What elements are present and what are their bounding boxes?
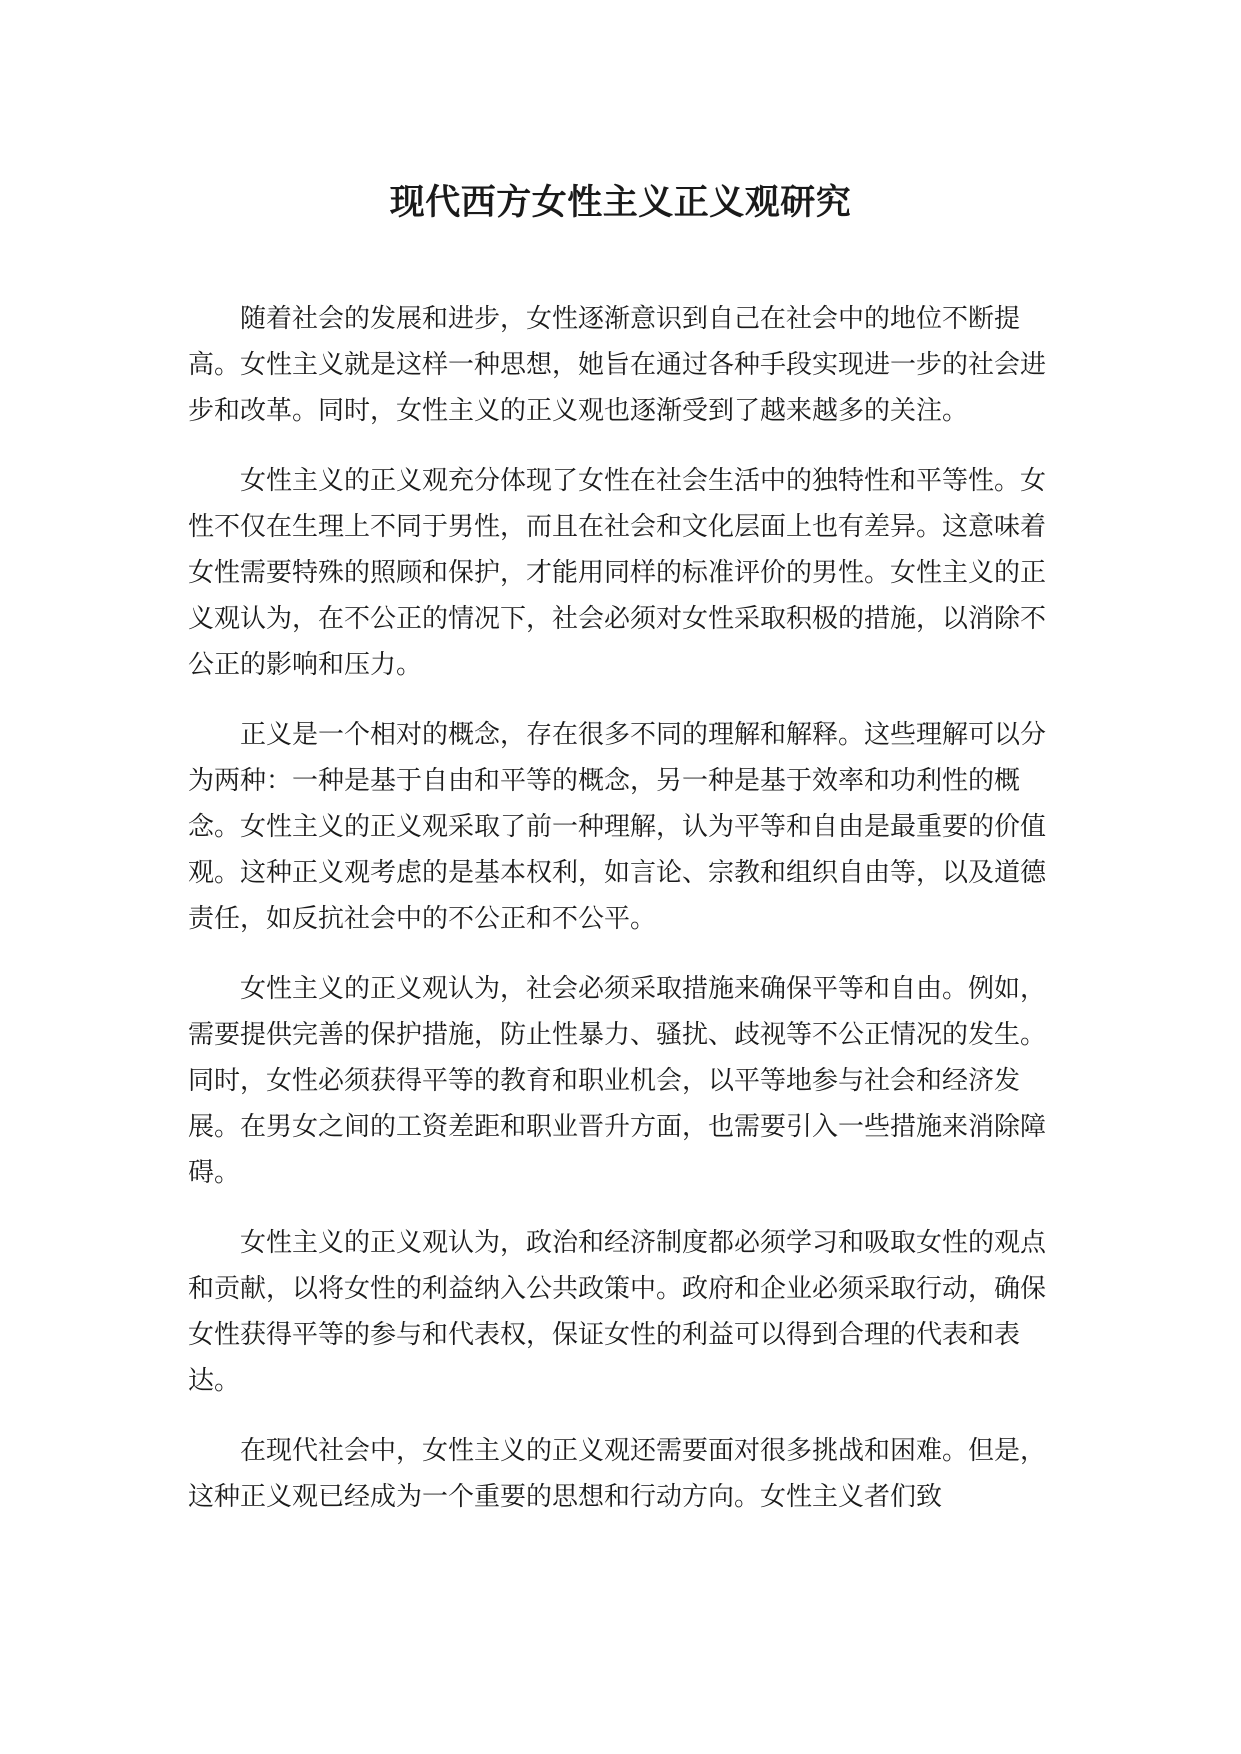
paragraph: 随着社会的发展和进步，女性逐渐意识到自己在社会中的地位不断提高。女性主义就是这样一种思想，她旨在通过各种手段实现进一步的社会进步和改革。同时，女性主义的正义观也逐渐受到了越来越多的关注。	[188, 304, 1047, 426]
paragraph: 女性主义的正义观认为，社会必须采取措施来确保平等和自由。例如，需要提供完善的保护措施，防止性暴力、骚扰、歧视等不公正情况的发生。同时，女性必须获得平等的教育和职业机会，以平等地参与社会和经济发展。在男女之间的工资差距和职业晋升方面，也需要引入一些措施来消除障碍。	[188, 974, 1047, 1188]
paragraph: 女性主义的正义观认为，政治和经济制度都必须学习和吸取女性的观点和贡献，以将女性的利益纳入公共政策中。政府和企业必须采取行动，确保女性获得平等的参与和代表权，保证女性的利益可以得到合理的代表和表达。	[188, 1228, 1047, 1396]
document-title: 现代西方女性主义正义观研究	[389, 183, 852, 223]
document-body	[188, 296, 1068, 1544]
paragraph: 女性主义的正义观充分体现了女性在社会生活中的独特性和平等性。女性不仅在生理上不同于男性，而且在社会和文化层面上也有差异。这意味着女性需要特殊的照顾和保护，才能用同样的标准评价的男性。女性主义的正义观认为，在不公正的情况下，社会必须对女性采取积极的措施，以消除不公正的影响和压力。	[188, 466, 1047, 680]
paragraph: 在现代社会中，女性主义的正义观还需要面对很多挑战和困难。但是，这种正义观已经成为一个重要的思想和行动方向。女性主义者们致	[188, 1436, 1047, 1512]
paragraph: 正义是一个相对的概念，存在很多不同的理解和解释。这些理解可以分为两种：一种是基于自由和平等的概念，另一种是基于效率和功利性的概念。女性主义的正义观采取了前一种理解，认为平等和自由是最重要的价值观。这种正义观考虑的是基本权利，如言论、宗教和组织自由等，以及道德责任，如反抗社会中的不公正和不公平。	[188, 720, 1047, 934]
